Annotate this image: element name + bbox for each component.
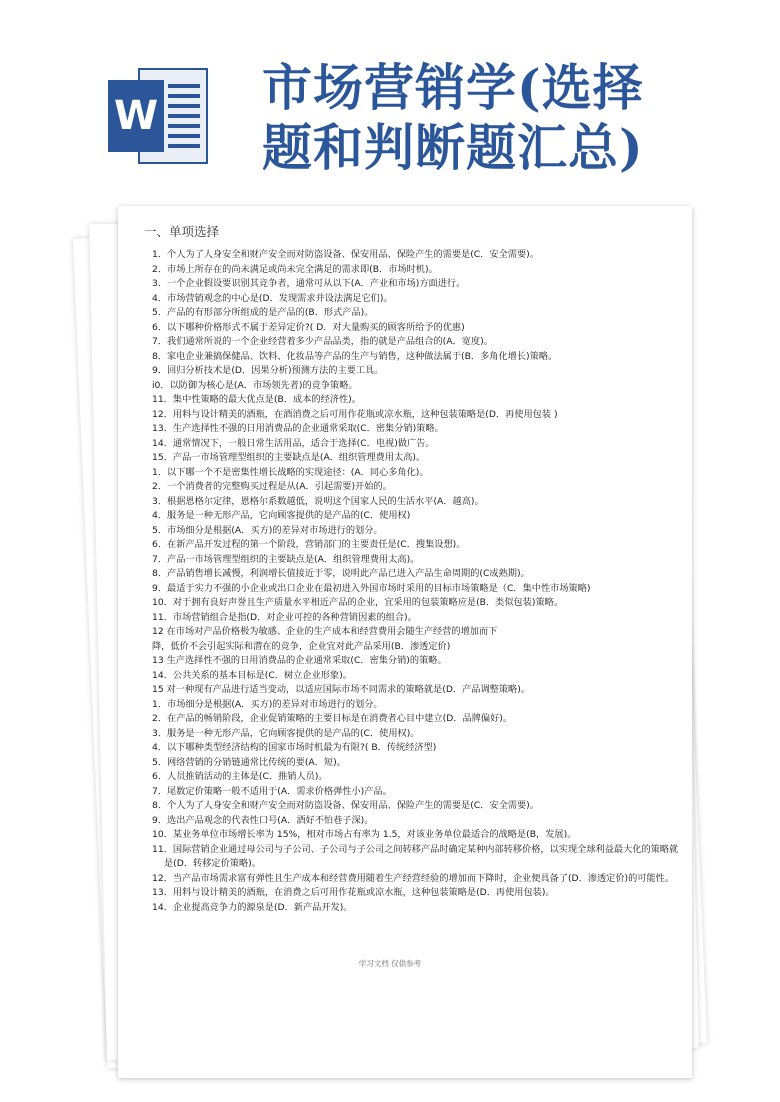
section-heading: 一、单项选择 — [144, 224, 220, 239]
question-item: 5．产品的有形部分所组成的是产品的(B．形式产品)。 — [152, 307, 374, 318]
question-item: 10．对于拥有良好声誉且生产质量水平相近产品的企业，宜采用的包装策略应是(B．类似包装)策略。 — [152, 597, 564, 608]
question-item: 8．家电企业兼搞保健品、饮料、化妆品等产品的生产与销售，这种做法属于(B．多角化增长)策略。 — [152, 350, 558, 362]
question-item: 9．回归分析技术是(D．因果分析)预测方法的主要工具。 — [152, 365, 384, 376]
question-item: 5．市场细分是根据(A．买方)的差异对市场进行的划分。 — [152, 524, 383, 536]
question-item: 3．一个企业假设要识别其竞争者，通常可从以下(A．产业和市场)方面进行。 — [152, 278, 466, 289]
question-item: 13．生产选择性不强的日用消费品的企业通常采取(C．密集分销)策略。 — [152, 423, 444, 434]
question-item: 7．产品一市场管理型组织的主要缺点是(A．组织管理费用太高)。 — [152, 553, 420, 565]
question-item: 15．产品一市场管理型组织的主要缺点是(A．组织管理费用太高)。 — [152, 452, 426, 463]
question-item: 2．市场上所存在的尚未满足或尚未完全满足的需求即(B．市场时机)。 — [152, 263, 438, 275]
question-item: 12．用料与设计精美的酒瓶，在酒消费之后可用作花瓶或凉水瓶，这种包装策略是(D．再使用包装 ) — [152, 408, 558, 420]
question-item: 14．通常情况下，一般日常生活用品，适合于选择(C．电视)做广告。 — [152, 437, 435, 449]
question-item: 13 生产选择性不强的日用消费品的企业通常采取(C．密集分销)的策略。 — [152, 655, 447, 666]
question-item: 4．以下哪种类型经济结构的国家市场时机最为有限?( B．传统经济型) — [152, 742, 437, 753]
question-item: 6．人员推销活动的主体是(C．推销人员)。 — [152, 771, 328, 782]
question-item: 4．市场营销观念的中心是(D．发现需求并设法满足它们)。 — [152, 292, 393, 304]
question-item: i0．以防御为核心是(A．市场领先者)的竞争策略。 — [152, 379, 358, 391]
question-item: 1．个人为了人身安全和财产安全而对防盗设备、保安用品、保险产生的需要是(C．安全需要)。 — [152, 249, 539, 260]
question-item: 3．服务是一种无形产品，它向顾客提供的是产品的(C．使用权)。 — [152, 727, 420, 739]
question-item: 11．市场营销组合是指(D．对企业可控的各种营销因素的组合)。 — [152, 611, 417, 623]
question-item: 降，低价不会引起实际和潜在的竞争，企业宜对此产品采用(B．渗透定价) — [152, 640, 451, 652]
question-item: 8．产品销售增长减慢，利润增长值接近于零，说明此产品已进入产品生命周期的(C成熟期)。 — [152, 568, 530, 579]
question-item: 6．在新产品开发过程的第一个阶段，营销部门的主要责任是(C．搜集设想)。 — [152, 539, 466, 550]
question-item: 1．以下哪一个不是密集性增长战略的实现途径：(A．同心多角化)。 — [152, 466, 429, 478]
page-title — [262, 58, 762, 178]
question-item: 12．当产品市场需求富有弹性且生产成本和经营费用随着生产经营经验的增加而下降时，企业便具备了(D．渗透定价)的可能性。 — [152, 872, 675, 884]
question-item: 9．最适于实力不强的小企业或出口企业在最初进入外国市场时采用的目标市场策略是（C．集中性市场策略) — [152, 582, 591, 594]
title-line-1: 市场营销学(选择 — [262, 58, 644, 117]
question-item: 11．集中性策略的最大优点是(B．成本的经济性)。 — [152, 394, 361, 405]
question-item: 2．一个消费者的完整购买过程是从(A．引起需要)开始的。 — [152, 481, 392, 492]
question-item: 2．在产品的畅销阶段，企业促销策略的主要目标是在消费者心目中建立(D．品牌偏好)。 — [152, 713, 513, 724]
question-item: 4．服务是一种无形产品，它向顾客提供的是产品的(C．使用权) — [152, 510, 411, 521]
question-item: 7．我们通常所说的一个企业经营着多少产品品类，指的就是产品组合的(A．宽度)。 — [152, 336, 493, 347]
question-item: 10．某业务单位市场增长率为 15%，相对市场占有率为 1.5，对该业务单位最适合的战略是(B，发展)。 — [152, 829, 577, 840]
question-item: 14．企业提高竞争力的源泉是(D．新产品开发)。 — [152, 901, 353, 913]
word-letter-badge: W — [108, 80, 164, 152]
question-item: 12 在市场对产品价格极为敏感、企业的生产成本和经营费用会随生产经营的增加而下 — [152, 626, 498, 637]
question-item: 14．公共关系的基本目标是(C．树立企业形象)。 — [152, 669, 352, 681]
word-doc-icon — [108, 68, 208, 164]
question-item: 6．以下哪种价格形式不属于差异定价?( D．对大量购买的顾客所给予的优惠) — [152, 321, 465, 333]
title-line-2: 题和判断题汇总) — [262, 118, 644, 177]
question-item: 13．用料与设计精美的酒瓶，在消费之后可用作花瓶或凉水瓶，这种包装策略是(D．再使用包装)。 — [152, 887, 555, 898]
question-item: 8．个人为了人身安全和财产安全而对防盗设备、保安用品、保险产生的需要是(C．安全需要)。 — [152, 800, 539, 811]
page-footer: 学习文档 仅供参考 — [358, 959, 422, 968]
question-item: 9．选出产品观念的代表性口号(A．酒好不怕巷子深)。 — [152, 814, 374, 826]
question-list — [152, 248, 682, 915]
question-item: 15 对一种现有产品进行适当变动，以适应国际市场不同需求的策略就是(D．产品调整策略)。 — [152, 684, 530, 695]
question-item: 1．市场细分是根据(A．买方)的差异对市场进行的划分。 — [152, 698, 383, 710]
question-item: 3．根据恩格尔定律，恩格尔系数越低，说明这个国家人民的生活水平(A．越高)。 — [152, 495, 484, 507]
question-item: 5．网络营销的分销链通常比传统的要(A．短)。 — [152, 756, 346, 768]
question-item: 7．尾数定价策略一般不适用于(A．需求价格弹性小)产品。 — [152, 785, 392, 797]
question-item: 11．国际营销企业通过母公司与子公司、子公司与子公司之间转移产品时确定某种内部转移价格，以实现全球利益最大化的策略就是(D．转移定价策略)。 — [152, 843, 679, 869]
page-header — [0, 0, 780, 200]
